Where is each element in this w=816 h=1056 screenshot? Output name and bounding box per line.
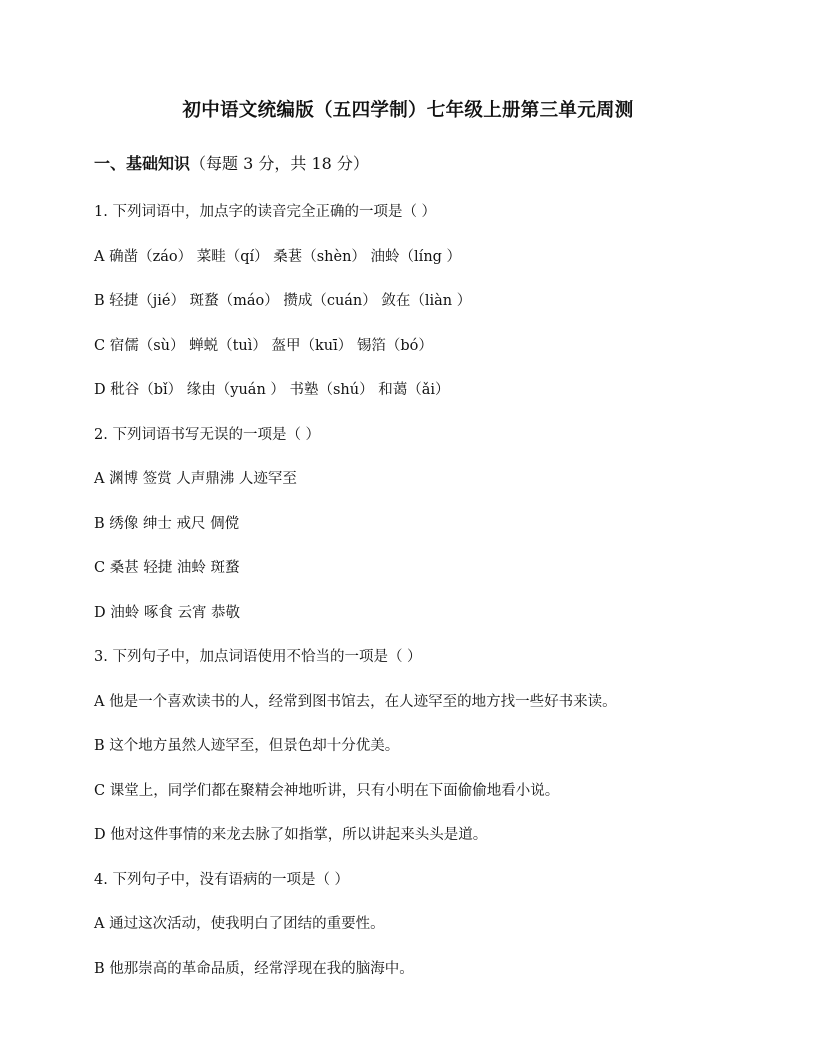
question-3-option-b: B 这个地方虽然人迹罕至，但景色却十分优美。 bbox=[94, 738, 400, 754]
question-1-stem: 1. 下列词语中，加点字的读音完全正确的一项是（ ） bbox=[94, 204, 437, 220]
question-2-option-d: D 油蛉 啄食 云宵 恭敬 bbox=[94, 605, 241, 621]
section-score-note: （每题 3 分，共 18 分） bbox=[190, 154, 369, 173]
section-heading bbox=[94, 151, 369, 174]
question-3-stem: 3. 下列句子中，加点词语使用不恰当的一项是（ ） bbox=[94, 649, 422, 665]
question-1-option-d: D 秕谷（bǐ） 缘由（yuán ） 书塾（shú） 和蔼（ǎi） bbox=[94, 382, 450, 398]
question-1-option-b: B 轻捷（jié） 斑蝥（máo） 攒成（cuán） 敛在（liàn ） bbox=[94, 293, 472, 309]
question-4-option-b: B 他那崇高的革命品质，经常浮现在我的脑海中。 bbox=[94, 961, 414, 977]
section-title: 一、基础知识 bbox=[94, 154, 191, 173]
question-4-option-a: A 通过这次活动，使我明白了团结的重要性。 bbox=[94, 916, 385, 932]
question-2-option-a: A 渊博 签赏 人声鼎沸 人迹罕至 bbox=[94, 471, 297, 487]
question-2-option-b: B 绣像 绅士 戒尺 倜傥 bbox=[94, 516, 240, 532]
question-4-stem: 4. 下列句子中，没有语病的一项是（ ） bbox=[94, 872, 350, 888]
question-3-option-a: A 他是一个喜欢读书的人，经常到图书馆去，在人迹罕至的地方找一些好书来读。 bbox=[94, 694, 617, 710]
question-3-option-c: C 课堂上，同学们都在聚精会神地听讲，只有小明在下面偷偷地看小说。 bbox=[94, 783, 560, 799]
question-2-stem: 2. 下列词语书写无误的一项是（ ） bbox=[94, 427, 321, 443]
question-1-option-a: A 确凿（záo） 菜畦（qí） 桑葚（shèn） 油蛉（líng ） bbox=[94, 249, 462, 265]
question-3-option-d: D 他对这件事情的来龙去脉了如指掌，所以讲起来头头是道。 bbox=[94, 827, 488, 843]
question-1-option-c: C 宿儒（sù） 蝉蜕（tuì） 盔甲（kuī） 锡箔（bó） bbox=[94, 338, 433, 354]
document-title: 初中语文统编版（五四学制）七年级上册第三单元周测 bbox=[182, 100, 634, 121]
question-2-option-c: C 桑甚 轻捷 油蛉 斑蝥 bbox=[94, 560, 240, 576]
